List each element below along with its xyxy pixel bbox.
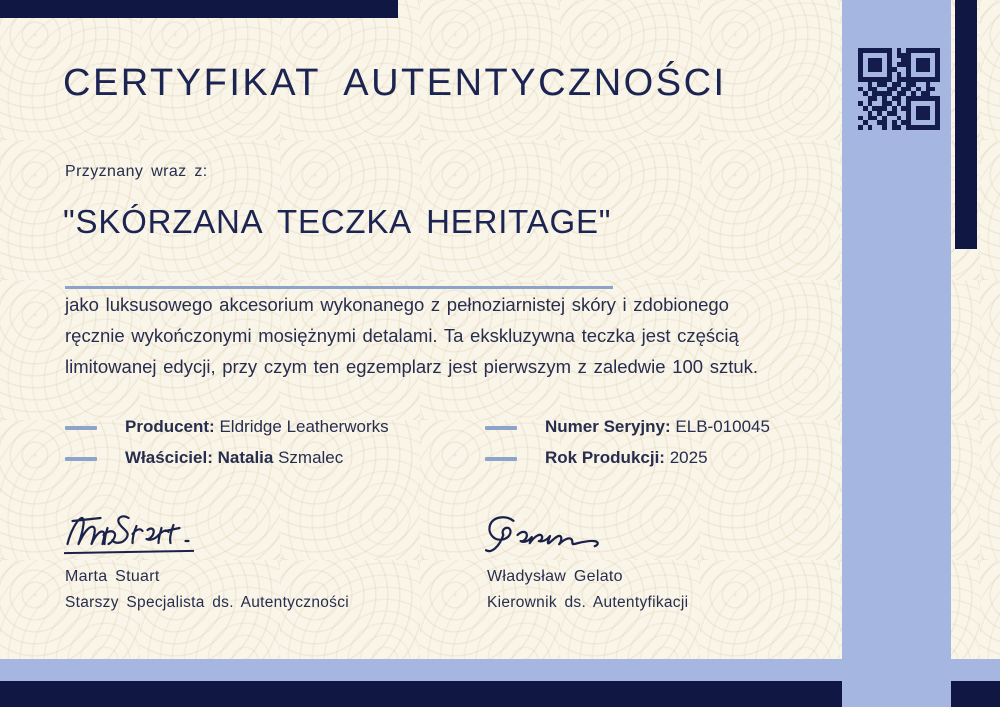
- right-sidebar: [842, 0, 951, 707]
- award-intro-text: Przyznany wraz z:: [65, 163, 208, 180]
- signature-marta-stuart-icon: [62, 508, 202, 556]
- field-value: Eldridge Leatherworks: [219, 417, 389, 436]
- item-title: "SKÓRZANA TECZKA HERITAGE": [63, 203, 612, 240]
- field-value: Szmalec: [278, 448, 344, 467]
- signer-title: Kierownik ds. Autentyfikacji: [487, 594, 689, 611]
- field-dash-icon: [65, 426, 97, 430]
- field-dash-icon: [485, 426, 517, 430]
- field-label: Rok Produkcji:: [545, 448, 665, 467]
- field-label: Właściciel: Natalia: [125, 448, 274, 467]
- right-navy-strip: [955, 0, 977, 249]
- signer-name: Marta Stuart: [65, 568, 160, 585]
- field-dash-icon: [485, 457, 517, 461]
- field-rok-produkcji: [485, 448, 708, 468]
- field-dash-icon: [65, 457, 97, 461]
- signer-name: Władysław Gelato: [487, 568, 623, 585]
- page-title: CERTYFIKAT AUTENTYCZNOŚCI: [63, 62, 727, 104]
- field-value: 2025: [669, 448, 708, 467]
- field-label: Producent:: [125, 417, 215, 436]
- field-wlasciciel: [65, 448, 343, 468]
- field-producent: [65, 417, 389, 437]
- qr-code-icon: [858, 48, 940, 130]
- signature-galeano-icon: [483, 512, 615, 556]
- award-description: jako luksusowego akcesorium wykonanego z pełnoziarnistej skóry i zdobionego ręcznie wykończonymi mosiężnymi detalami. Ta ekskluzywna teczka jest częścią limitowanej edycji, przy czym ten egzemplarz jest pierwszym z zaledwie 100 sztuk.: [65, 294, 759, 377]
- field-value: ELB-010045: [675, 417, 770, 436]
- field-label: Numer Seryjny:: [545, 417, 671, 436]
- top-accent-bar: [0, 0, 398, 18]
- signer-title: Starszy Specjalista ds. Autentyczności: [65, 594, 350, 611]
- field-numer-seryjny: [485, 417, 770, 437]
